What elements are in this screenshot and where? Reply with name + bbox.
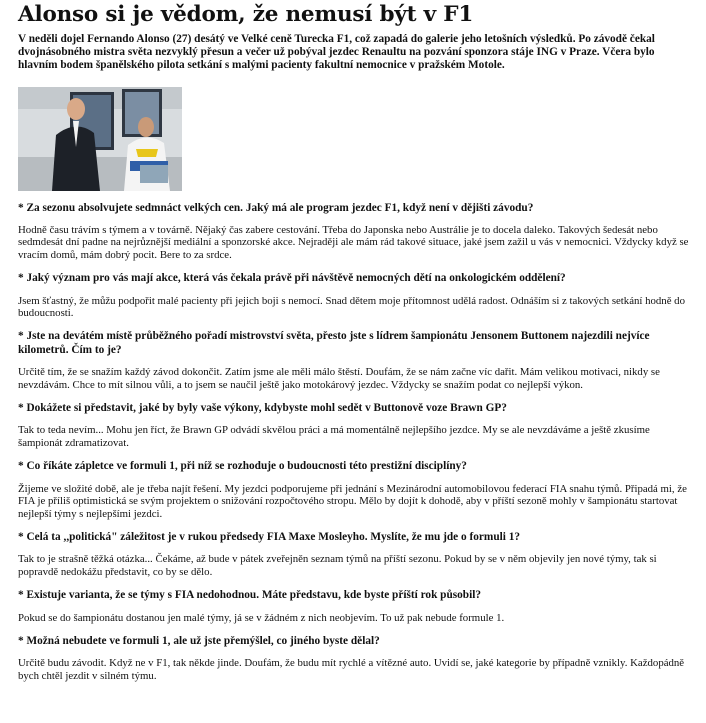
question: * Jaký význam pro vás mají akce, která vás čekala právě při návštěvě nemocných dětí na onkologickém oddělení? (18, 272, 566, 285)
interview (18, 202, 694, 683)
answer: Žijeme ve složité době, ale je třeba najít řešení. My jezdci podporujeme při jednání s Mezinárodní automobilovou federací FIA snahu týmů. Připadá mi, že FIA je příliš optimistická se svým projektem o snižování rozpočtového stropu. Mělo by dojít k dohodě, aby v příští sezoně mohly v šampionátu startovat nejlepší týmy s nejlepšími jezdci. (18, 482, 687, 520)
question: * Existuje varianta, že se týmy s FIA nedohodnou. Máte představu, kde byste příští rok působil? (18, 589, 482, 602)
article-photo (18, 87, 182, 191)
question: * Možná nebudete ve formuli 1, ale už jste přemýšlel, co jiného byste dělal? (18, 634, 380, 647)
answer: Určitě budu závodit. Když ne v F1, tak někde jinde. Doufám, že budu mít rychlé a vítězné auto. Uvidí se, jaké kategorie by případně vznikly. Každopádně bych chtěl jezdit v silném týmu. (18, 657, 685, 682)
answer: Hodně času trávím s týmem a v továrně. Nějaký čas zabere cestování. Třeba do Japonska nebo Austrálie je to docela daleko. Takových šedesát nebo sedmdesát dní padne na nejrůznější mediální a sponzorské akce. Nejraději ale mám rád takové situace, jaké jsem zažil u vás v nemocnici. Vždycky když se vracím domů, mám dobrý pocit. Bere to za srdce. (18, 224, 689, 261)
article-lead: V neděli dojel Fernando Alonso (27) desátý ve Velké ceně Turecka F1, což zapadá do galerie jeho letošních výsledků. Po závodě čekal dvojnásobného mistra světa nezvyklý přesun a večer už pobýval jezdec Renaultu na pozvání sponzora stáje ING v Praze. Včera bylo hlavním bodem španělského pilota setkání s malými pacienty fakultní nemocnice v pražském Motole. (18, 33, 655, 72)
answer: Tak to teda nevím... Mohu jen říct, že Brawn GP odvádí skvělou práci a má momentálně nejlepšího jezdce. My se ale nevzdáváme a ještě zkusíme šampionát zdramatizovat. (18, 424, 650, 449)
article-title: Alonso si je vědom, že nemusí být v F1 (18, 2, 474, 27)
question: * Celá ta ,,politická" záležitost je v rukou předsedy FIA Maxe Mosleyho. Myslíte, že mu jde o formuli 1? (18, 530, 521, 543)
question: * Za sezonu absolvujete sedmnáct velkých cen. Jaký má ale program jezdec F1, když není v dějišti závodu? (18, 201, 534, 214)
question: * Co říkáte zápletce ve formuli 1, při níž se rozhoduje o budoucnosti této prestižní disciplíny? (18, 460, 467, 473)
photo-illustration (18, 87, 182, 191)
answer: Jsem šťastný, že můžu podpořit malé pacienty při jejich boji s nemocí. Snad dětem moje přítomnost udělá radost. Odnáším si z takových setkání hodně do budoucnosti. (18, 294, 685, 320)
answer: Tak to je strašně těžká otázka... Čekáme, až bude v pátek zveřejněn seznam týmů na příští sezonu. Pokud by se v něm objevily jen nové týmy, tak si popravdě nedokážu představit, co by se dělo. (18, 553, 657, 578)
question: * Jste na devátém místě průběžného pořadí mistrovství světa, přesto jste s lídrem šampionátu Jensonem Buttonem najezdili nejvíce kilometrů. Čím to je? (18, 330, 650, 356)
question: * Dokážete si představit, jaké by byly vaše výkony, kdybyste mohl sedět v Buttonově voze Brawn GP? (18, 402, 507, 415)
answer: Pokud se do šampionátu dostanou jen malé týmy, já se v žádném z nich neobjevím. To už pak nebude formule 1. (18, 611, 505, 624)
answer: Určitě tím, že se snažím každý závod dokončit. Zatím jsme ale měli málo štěstí. Doufám, že se nám začne víc dařit. Mám velikou motivaci, nikdy se nevzdávám. Chce to mít silnou vůli, a to jsem se naučil ještě jako motokárový jezdec. Vždycky se snažím podat co nejlepší výkon. (18, 366, 660, 391)
